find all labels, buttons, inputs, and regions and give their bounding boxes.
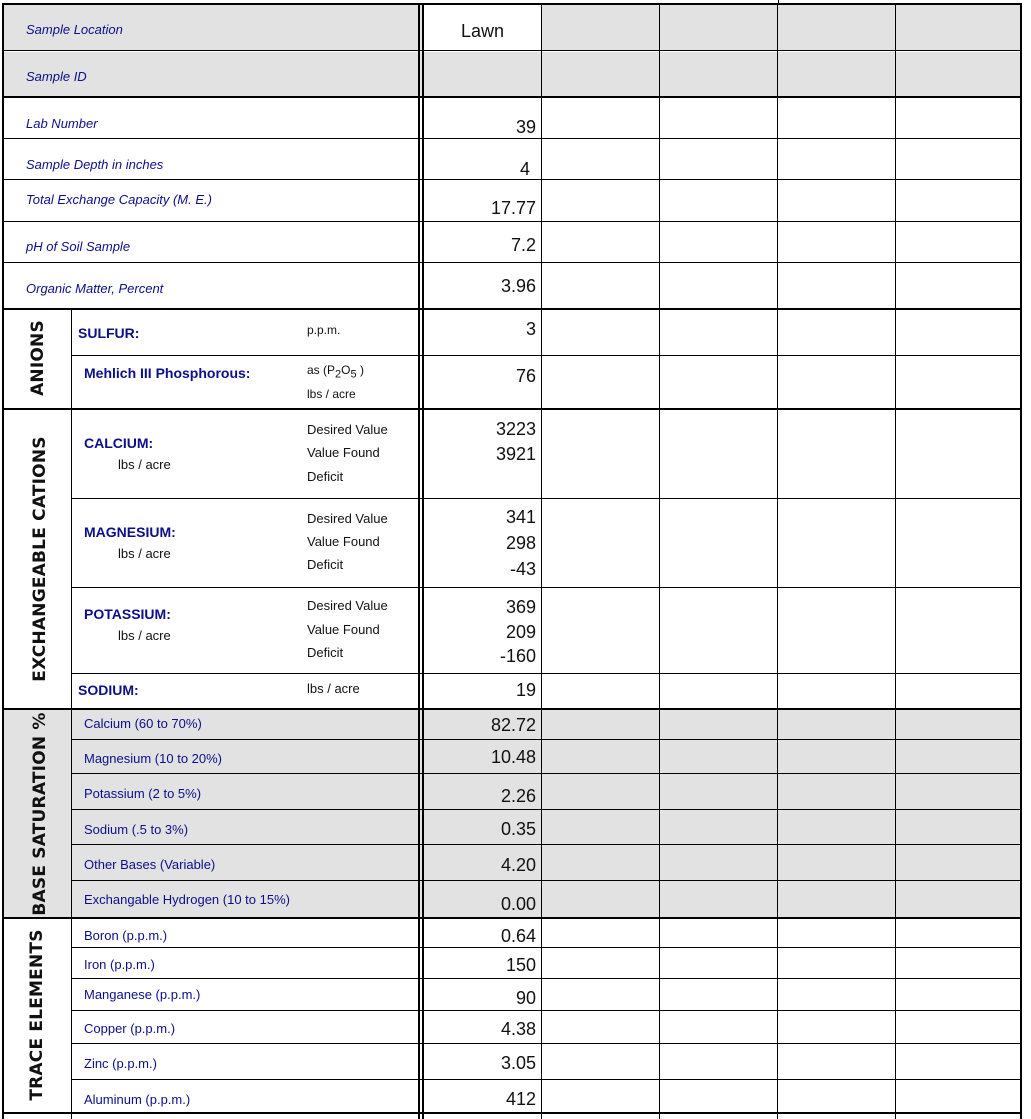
top-tick [778,0,779,4]
bs-sodium-value: 0.35 [500,819,536,839]
calcium-desired-label: Desired Value [307,422,388,437]
vline-col-5 [895,3,896,1119]
calcium-found-value: 3921 [495,444,536,464]
anions-section-label: ANIONS [28,320,48,396]
magnesium-desired-value: 341 [505,507,536,527]
hline-12 [72,673,1021,674]
bs-other-bases-value: 4.20 [500,855,536,875]
sodium-label: SODIUM: [78,682,139,698]
potassium-deficit-label: Deficit [307,645,344,660]
hline-14 [72,739,1021,740]
hline-25 [3,1112,1021,1114]
magnesium-found-label: Value Found [307,534,380,549]
hline-16 [72,809,1021,810]
hline-6 [3,262,1021,263]
bs-hydrogen-label: Exchangable Hydrogen (10 to 15%) [84,892,290,907]
sample-location-label: Sample Location [26,22,123,37]
phosphorous-value: 76 [515,366,536,386]
hline-7 [3,308,1021,310]
sulfur-unit: p.p.m. [307,323,341,337]
vline-col-4 [777,3,778,1119]
base-saturation-section-label: BASE SATURATION % [30,712,50,916]
trace-aluminum-label: Aluminum (p.p.m.) [84,1092,191,1107]
hline-19 [3,917,1021,919]
hline-8 [72,355,1021,356]
sulfur-label: SULFUR: [78,325,140,341]
trace-zinc-value: 3.05 [500,1053,536,1073]
row-bg-sample-id [3,52,1021,97]
calcium-found-label: Value Found [307,445,380,460]
potassium-desired-value: 369 [505,597,536,617]
phosphorous-unit-2: lbs / acre [307,387,356,401]
trace-iron-label: Iron (p.p.m.) [84,957,155,972]
bs-calcium-label: Calcium (60 to 70%) [84,716,202,731]
bs-magnesium-value: 10.48 [490,747,536,767]
vline-section [71,309,72,1119]
bs-other-bases-label: Other Bases (Variable) [84,857,216,872]
border-top [2,3,1022,5]
trace-iron-value: 150 [505,955,536,975]
potassium-desired-label: Desired Value [307,598,388,613]
bs-magnesium-label: Magnesium (10 to 20%) [84,751,223,766]
magnesium-desired-label: Desired Value [307,511,388,526]
ph-value: 7.2 [510,235,536,255]
hline-17 [72,844,1021,845]
trace-zinc-label: Zinc (p.p.m.) [84,1056,157,1071]
border-left [2,3,4,1119]
sample-location-value: Lawn [460,21,505,41]
hline-3 [3,138,1021,139]
calcium-label: CALCIUM: [84,435,154,451]
bs-calcium-value: 82.72 [490,715,536,735]
sample-id-label: Sample ID [26,69,87,84]
sample-depth-label: Sample Depth in inches [26,157,164,172]
magnesium-unit: lbs / acre [118,546,171,561]
trace-boron-label: Boron (p.p.m.) [84,928,168,943]
sample-depth-value: 4 [519,159,530,179]
hline-9 [3,408,1021,410]
border-right [1020,3,1022,1119]
phosphorous-unit: as ($P_2O_5$ ) [307,363,364,381]
trace-copper-label: Copper (p.p.m.) [84,1021,176,1036]
phosphorous-label: Mehlich III Phosphorous: [84,365,251,381]
magnesium-deficit-value: -43 [509,559,536,579]
potassium-found-value: 209 [505,622,536,642]
magnesium-deficit-label: Deficit [307,557,344,572]
potassium-found-label: Value Found [307,622,380,637]
calcium-deficit-label: Deficit [307,469,344,484]
tec-value: 17.77 [490,198,536,218]
trace-elements-section-label: TRACE ELEMENTS [27,929,47,1101]
trace-boron-value: 0.64 [500,926,536,946]
hline-18 [72,880,1021,881]
calcium-desired-value: 3223 [495,419,536,439]
hline-21 [72,978,1021,979]
trace-manganese-value: 90 [515,988,536,1008]
hline-5 [3,221,1021,222]
ph-label: pH of Soil Sample [26,239,131,254]
bs-potassium-value: 2.26 [500,786,536,806]
tec-label: Total Exchange Capacity (M. E.) [26,192,212,207]
trace-aluminum-value: 412 [505,1089,536,1109]
lab-number-label: Lab Number [26,116,98,131]
hline-2 [3,96,1021,98]
trace-copper-value: 4.38 [500,1019,536,1039]
hline-24 [72,1079,1021,1080]
trace-manganese-label: Manganese (p.p.m.) [84,987,201,1002]
vline-col-2 [541,3,542,1119]
hline-13 [3,708,1021,710]
sodium-value: 19 [515,680,536,700]
hline-1 [3,50,1021,51]
bs-sodium-label: Sodium (.5 to 3%) [84,822,189,837]
bs-potassium-label: Potassium (2 to 5%) [84,786,202,801]
organic-matter-label: Organic Matter, Percent [26,281,164,296]
potassium-label: POTASSIUM: [84,606,171,622]
hline-22 [72,1010,1021,1011]
sulfur-value: 3 [525,319,536,339]
magnesium-found-value: 298 [505,533,536,553]
hline-15 [72,773,1021,774]
hline-20 [72,947,1021,948]
sodium-unit: lbs / acre [307,681,360,696]
lab-number-value: 39 [515,117,536,137]
hline-10 [72,498,1021,499]
organic-matter-value: 3.96 [500,276,536,296]
hline-23 [72,1043,1021,1044]
bs-hydrogen-value: 0.00 [500,894,536,914]
potassium-deficit-value: -160 [499,646,536,666]
vline-col-3 [659,3,660,1119]
hline-4 [3,179,1021,180]
potassium-unit: lbs / acre [118,628,171,643]
base-saturation-bg [72,710,1021,918]
magnesium-label: MAGNESIUM: [84,524,176,540]
calcium-unit: lbs / acre [118,457,171,472]
hline-11 [72,587,1021,588]
cations-section-label: EXCHANGEABLE CATIONS [30,436,50,682]
